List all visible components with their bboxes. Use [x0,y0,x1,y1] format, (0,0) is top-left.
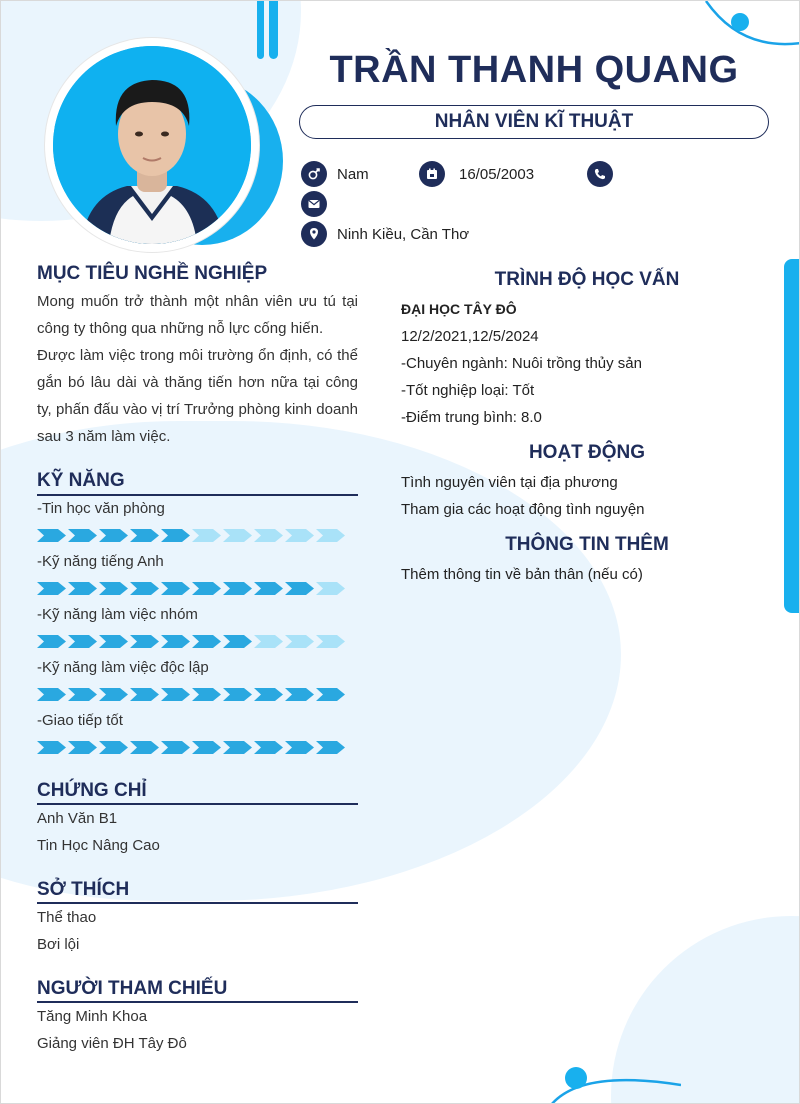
objective-title: MỤC TIÊU NGHỀ NGHIỆP [37,263,268,284]
skill-level-chevron [223,582,252,595]
email-info [301,191,337,217]
skill-level-chevron [254,529,283,542]
skill-label: -Giao tiếp tốt [37,712,123,729]
person-portrait-icon [53,46,251,244]
skill-level-chevron [223,635,252,648]
phone-icon [587,161,613,187]
location-pin-icon [301,221,327,247]
skill-level-chevron [316,635,345,648]
top-vertical-bars-decoration [257,1,283,59]
skill-level-chevron [161,741,190,754]
skill-level-chevron [285,582,314,595]
reference-item: Tăng Minh Khoa [37,1008,148,1025]
skill-level-chevron [161,582,190,595]
skills-title: KỸ NĂNG [37,470,125,491]
birthday-info [419,161,534,187]
skill-label: -Tin học văn phòng [37,500,165,517]
hobby-item: Thể thao [37,909,97,926]
skill-level-chevron [161,635,190,648]
certificate-item: Tin Học Nâng Cao [37,837,160,854]
reference-item: Giảng viên ĐH Tây Đô [37,1035,187,1052]
references-title: NGƯỜI THAM CHIẾU [37,978,228,999]
top-right-arc-decoration [701,1,800,51]
certificates-title: CHỨNG CHỈ [37,780,147,801]
skill-label: -Kỹ năng tiếng Anh [37,553,164,570]
skill-level-chevron [99,635,128,648]
skill-level-bar [37,582,345,595]
skill-level-chevron [37,741,66,754]
skill-level-chevron [37,635,66,648]
skill-level-chevron [99,688,128,701]
birthday-value: 16/05/2003 [459,165,535,183]
skill-level-chevron [37,582,66,595]
skill-level-chevron [99,741,128,754]
education-gpa: -Điểm trung bình: 8.0 [401,409,542,426]
skill-level-chevron [192,635,221,648]
education-school: ĐẠI HỌC TÂY ĐÔ [401,301,517,317]
education-period: 12/2/2021,12/5/2024 [401,328,539,345]
skill-level-chevron [254,582,283,595]
skill-level-chevron [68,529,97,542]
skill-label: -Kỹ năng làm việc nhóm [37,606,198,623]
skill-level-chevron [285,529,314,542]
skill-level-chevron [37,688,66,701]
education-title: TRÌNH ĐỘ HỌC VẤN [494,269,680,290]
skill-level-chevron [68,688,97,701]
hobbies-title: SỞ THÍCH [37,879,130,900]
skill-level-chevron [254,688,283,701]
skill-level-chevron [316,741,345,754]
skill-level-chevron [99,529,128,542]
skill-level-chevron [68,635,97,648]
activity-item: Tình nguyên viên tại địa phương [401,474,618,491]
education-major: -Chuyên ngành: Nuôi trồng thủy sản [401,355,642,372]
skill-level-bar [37,688,345,701]
skill-level-chevron [130,688,159,701]
skill-level-chevron [316,688,345,701]
right-edge-bar-decoration [784,259,800,613]
more-info-title: THÔNG TIN THÊM [505,534,669,555]
skill-level-chevron [130,741,159,754]
avatar [53,46,251,244]
education-grade: -Tốt nghiệp loại: Tốt [401,382,535,399]
skill-level-chevron [130,529,159,542]
objective-paragraph-1: Mong muốn trở thành một nhân viên ưu tú tại công ty thông qua những nỗ lực cống hiến. [37,293,358,337]
skill-level-chevron [285,635,314,648]
skill-level-chevron [68,582,97,595]
gender-value: Nam [337,165,369,183]
mail-icon [301,191,327,217]
skill-level-chevron [316,582,345,595]
skill-level-chevron [254,741,283,754]
phone-info [587,161,623,187]
skill-level-chevron [37,529,66,542]
gender-icon [301,161,327,187]
skill-level-chevron [223,741,252,754]
skill-level-chevron [192,529,221,542]
skill-level-chevron [130,582,159,595]
skill-level-chevron [99,582,128,595]
skill-level-chevron [223,688,252,701]
skill-level-bar [37,635,345,648]
calendar-icon [419,161,445,187]
skill-level-chevron [192,582,221,595]
more-info-text: Thêm thông tin về bản thân (nếu có) [401,566,643,583]
skill-level-chevron [130,635,159,648]
certificate-item: Anh Văn B1 [37,810,118,827]
skill-level-bar [37,529,345,542]
hobby-item: Bơi lội [37,936,80,953]
objective-paragraph-2: Được làm việc trong môi trường ổn định, có thể gắn bó lâu dài và thăng tiến hơn nữa tại công ty, phấn đấu vào vị trí Trưởng phòng kinh doanh sau 3 năm làm việc. [37,347,358,445]
activity-item: Tham gia các hoạt động tình nguyện [401,501,645,518]
skill-level-chevron [161,688,190,701]
skill-level-bar [37,741,345,754]
skill-level-chevron [316,529,345,542]
skill-level-chevron [192,688,221,701]
candidate-name: TRẦN THANH QUANG [329,49,739,91]
skill-level-chevron [285,741,314,754]
bottom-arc-decoration [551,1061,681,1104]
skill-label: -Kỹ năng làm việc độc lập [37,659,209,676]
gender-info [301,161,369,187]
skill-level-chevron [161,529,190,542]
skill-level-chevron [68,741,97,754]
address-value: Ninh Kiều, Cần Thơ [337,225,470,243]
activities-title: HOẠT ĐỘNG [528,442,646,463]
skill-level-chevron [192,741,221,754]
address-info [301,221,469,247]
skill-level-chevron [254,635,283,648]
skill-level-chevron [285,688,314,701]
skill-level-chevron [223,529,252,542]
job-title-badge: NHÂN VIÊN KĨ THUẬT [299,105,769,139]
